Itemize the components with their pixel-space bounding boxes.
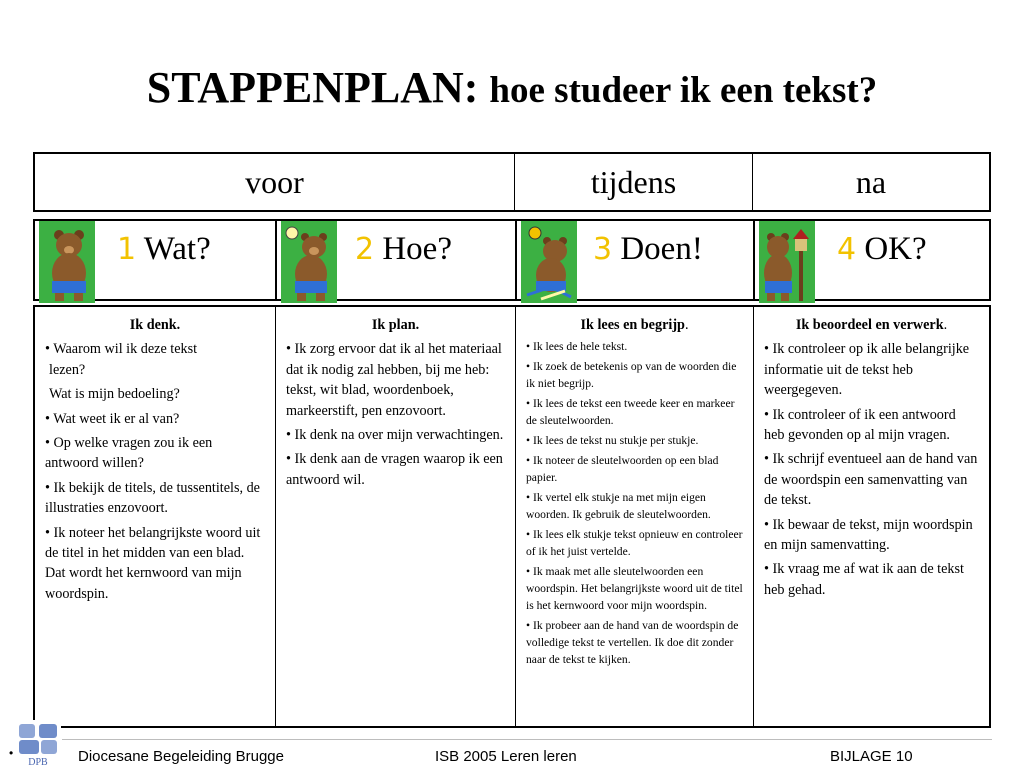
column-tijdens	[515, 307, 753, 726]
column-4-heading: Ik beoordeel en verwerk.	[795, 317, 948, 333]
column-3-heading: Ik lees en begrijp.	[580, 317, 689, 333]
phase-na: na	[752, 154, 989, 210]
step-1-label: 1 Wat?	[117, 231, 211, 267]
page-title	[0, 62, 1024, 113]
column-voor-2	[275, 307, 515, 726]
step-1	[35, 221, 275, 299]
list-item: • Ik vertel elk stukje na met mijn eigen woorden. Ik gebruik de sleutelwoorden.	[526, 491, 711, 521]
list-item: • Wat weet ik er al van?	[45, 410, 180, 427]
title-main: STAPPENPLAN:	[146, 63, 490, 112]
bear-idea-icon	[281, 221, 337, 303]
list-item: Wat is mijn bedoeling?	[49, 386, 180, 403]
list-item: • Ik bekijk de titels, de tussentitels, de illustraties enzovoort.	[45, 479, 260, 517]
list-item: • Waarom wil ik deze tekst	[45, 341, 198, 358]
step-2	[275, 221, 515, 299]
footer-divider	[62, 739, 992, 740]
list-item: • Ik vraag me af wat ik aan de tekst heb gehad.	[764, 561, 964, 598]
dpb-logo	[15, 720, 61, 768]
column-1-heading: Ik denk.	[129, 317, 181, 333]
logo-text: DPB	[28, 757, 48, 768]
step-3-label: 3 Doen!	[593, 231, 703, 267]
list-item: • Ik noteer het belangrijkste woord uit de titel in het midden van een blad. Dat wordt het kernwoord van mijn woordspin.	[45, 524, 261, 602]
list-item: • Ik maak met alle sleutelwoorden een woordspin. Het belangrijkste woord uit de titel is het kernwoord voor mijn woordspin.	[526, 565, 743, 612]
list-item: • Ik lees de tekst nu stukje per stukje.	[526, 434, 699, 447]
list-item: lezen?	[49, 361, 86, 378]
list-item: • Ik denk na over mijn verwachtingen.	[286, 427, 504, 444]
phase-header-table	[33, 152, 991, 212]
content-table	[33, 305, 991, 728]
steps-row	[33, 219, 991, 301]
list-item: • Ik zorg ervoor dat ik al het materiaal dat ik nodig zal hebben, bij me heb: tekst, wit blad, woordenboek, markeerstift, pen enzovoort.	[286, 341, 502, 419]
list-item: • Ik controleer of ik een antwoord heb gevonden op al mijn vragen.	[764, 406, 956, 444]
bear-birdhouse-icon	[759, 221, 815, 303]
bear-standing-icon	[39, 221, 95, 303]
list-item: • Ik lees de hele tekst.	[526, 340, 628, 353]
column-na	[753, 307, 989, 726]
bear-working-icon	[521, 221, 577, 303]
phase-tijdens: tijdens	[514, 154, 752, 210]
column-voor-1	[35, 307, 275, 726]
list-item: • Ik lees de tekst een tweede keer en markeer de sleutelwoorden.	[526, 397, 735, 427]
list-item: • Ik controleer op ik alle belangrijke informatie uit de tekst heb weergegeven.	[764, 341, 970, 399]
list-item: • Ik denk aan de vragen waarop ik een antwoord wil.	[286, 451, 503, 488]
column-2-heading: Ik plan.	[371, 317, 420, 333]
footer-left: Diocesane Begeleiding Brugge	[78, 748, 284, 765]
step-4	[753, 221, 989, 299]
step-4-label: 4 OK?	[837, 231, 927, 267]
step-3	[515, 221, 753, 299]
phase-voor: voor	[245, 163, 304, 200]
list-item: • Ik probeer aan de hand van de woordspin de volledige tekst te vertellen. Ik doe dit zonder naar de tekst te kijken.	[526, 619, 739, 666]
footer-bullet: •	[9, 746, 14, 760]
list-item: • Op welke vragen zou ik een antwoord willen?	[45, 435, 213, 472]
footer-right: BIJLAGE 10	[830, 748, 913, 765]
list-item: • Ik schrijf eventueel aan de hand van de woordspin een samenvatting van de tekst.	[764, 451, 978, 509]
list-item: • Ik noteer de sleutelwoorden op een blad papier.	[526, 454, 719, 484]
list-item: • Ik bewaar de tekst, mijn woordspin en mijn samenvatting.	[764, 516, 973, 554]
list-item: • Ik lees elk stukje tekst opnieuw en controleer of ik het juist vertelde.	[526, 528, 743, 558]
title-subtitle: hoe studeer ik een tekst?	[489, 70, 878, 111]
footer-center: ISB 2005 Leren leren	[435, 748, 577, 765]
step-2-label: 2 Hoe?	[355, 231, 452, 267]
list-item: • Ik zoek de betekenis op van de woorden die ik niet begrijp.	[526, 360, 737, 390]
